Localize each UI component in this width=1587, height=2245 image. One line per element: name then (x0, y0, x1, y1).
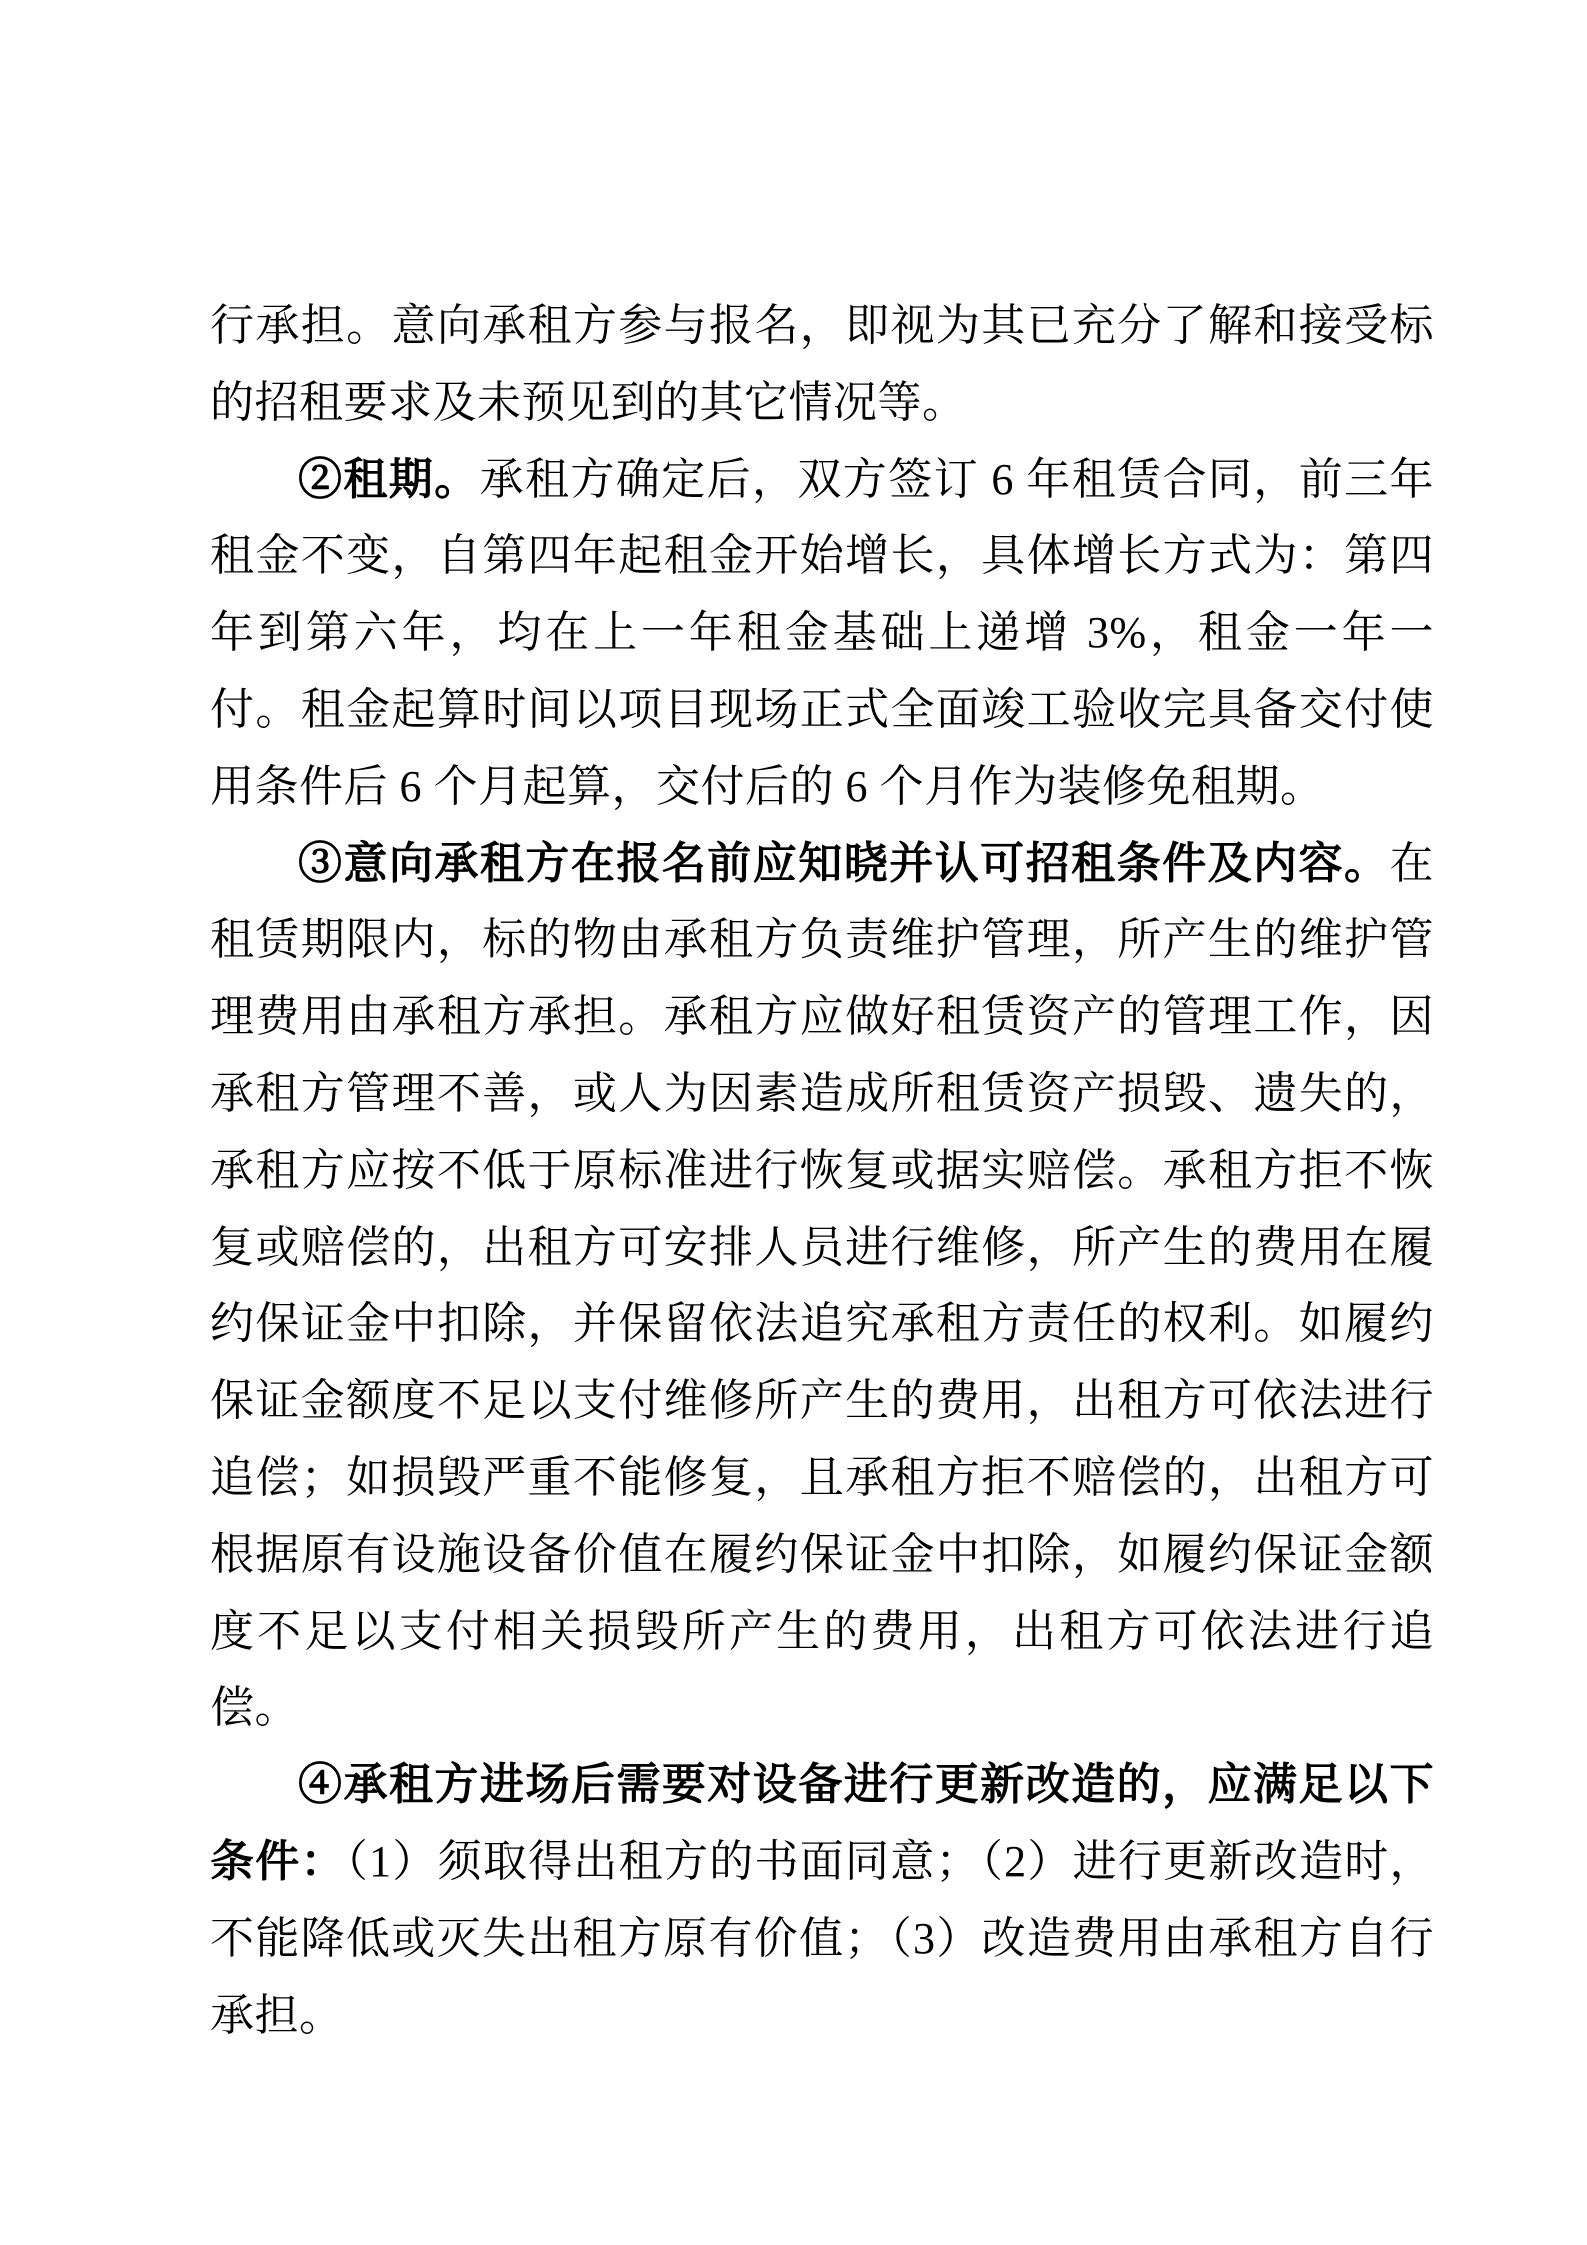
text-run: 承租方确定后，双方签订 6 年租赁合同，前三年租金不变，自第四年起租金开始增长，具体增长方式为：第四年到第六年，均在上一年租金基础上递增 3%，租金一年一付。租金起算时间以项目现场正式全面竣工验收完具备交付使用条件后 6 个月起算，交付后的 6 个月作为装修免租期。 (210, 454, 1435, 811)
paragraph (210, 1747, 1434, 2054)
text-run: （1）须取得出租方的书面同意；（2）进行更新改造时，不能降低或灭失出租方原有价值；（3）改造费用由承租方自行承担。 (210, 1836, 1435, 2040)
bold-text-run: ③意向承租方在报名前应知晓并认可招租条件及内容。 (298, 838, 1390, 888)
document-body (210, 288, 1434, 2054)
paragraph (210, 288, 1434, 442)
bold-text-run: ②租期。 (298, 454, 480, 504)
paragraph (210, 442, 1434, 826)
text-run: 行承担。意向承租方参与报名，即视为其已充分了解和接受标的招租要求及未预见到的其它情况等。 (210, 301, 1434, 427)
bold-text-run: ④承租方进场后需要对设备进行更新改造的，应满足以下条件： (210, 1760, 1434, 1886)
text-run: 在租赁期限内，标的物由承租方负责维护管理，所产生的维护管理费用由承租方承担。承租方应做好租赁资产的管理工作，因承租方管理不善，或人为因素造成所租赁资产损毁、遗失的，承租方应按不低于原标准进行恢复或据实赔偿。承租方拒不恢复或赔偿的，出租方可安排人员进行维修，所产生的费用在履约保证金中扣除，并保留依法追究承租方责任的权利。如履约保证金额度不足以支付维修所产生的费用，出租方可依法进行追偿；如损毁严重不能修复，且承租方拒不赔偿的，出租方可根据原有设施设备价值在履约保证金中扣除，如履约保证金额度不足以支付相关损毁所产生的费用，出租方可依法进行追偿。 (210, 838, 1434, 1733)
paragraph (210, 826, 1434, 1748)
